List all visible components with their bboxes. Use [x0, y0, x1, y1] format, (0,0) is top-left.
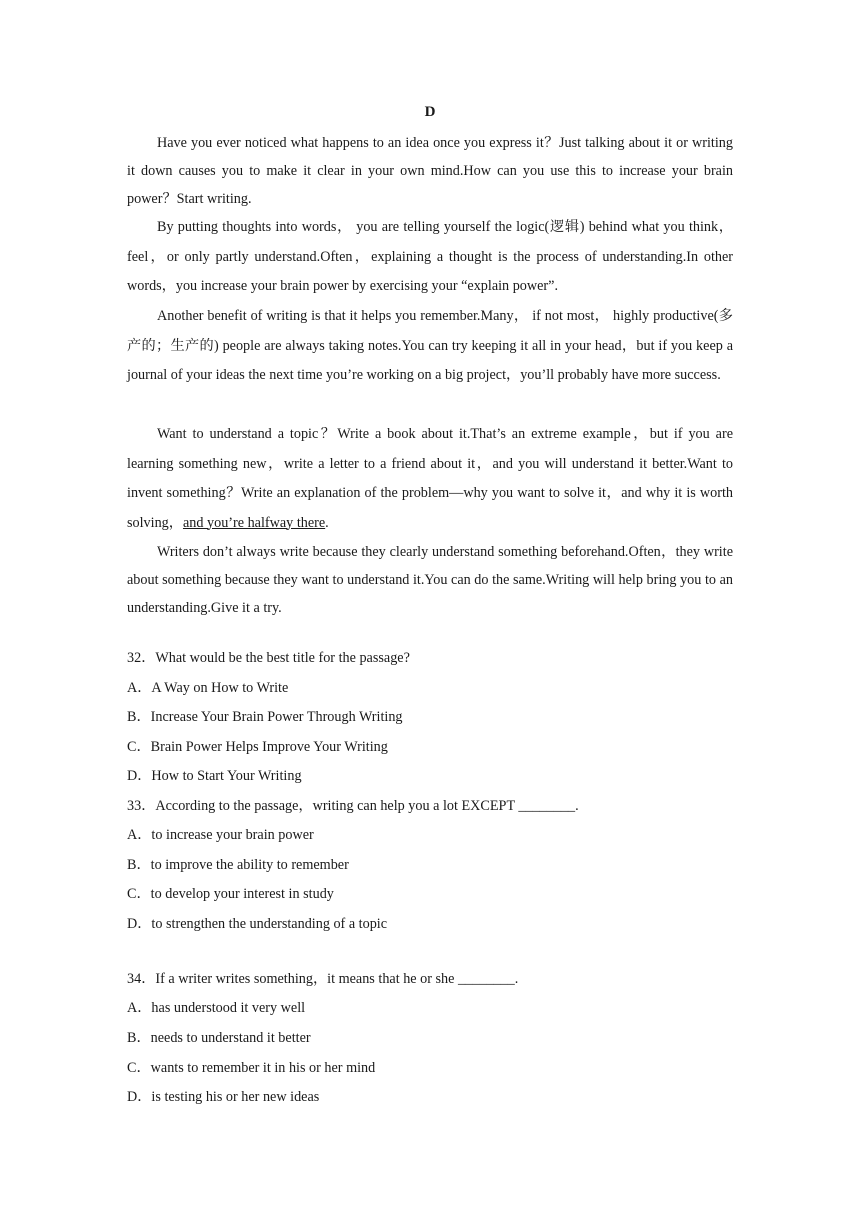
question-34-option-b: B．needs to understand it better — [127, 1030, 311, 1046]
question-34-option-c: C．wants to remember it in his or her mind — [127, 1060, 376, 1076]
underlined-phrase: and you’re halfway there — [182, 514, 326, 531]
paragraph-4-end: . — [325, 514, 329, 531]
question-32-option-c: C．Brain Power Helps Improve Your Writing — [127, 739, 388, 755]
question-32-stem: 32．What would be the best title for the passage? — [127, 650, 410, 666]
question-33-option-b: B．to improve the ability to remember — [127, 857, 349, 873]
question-33-option-d: D．to strengthen the understanding of a topic — [127, 916, 388, 932]
question-34-stem: 34．If a writer writes something，it means that he or she ________. — [127, 971, 519, 987]
question-34-option-d: D．is testing his or her new ideas — [127, 1089, 320, 1105]
question-33-stem: 33．According to the passage，writing can help you a lot EXCEPT ________. — [127, 798, 579, 814]
passage-paragraph-1: Have you ever noticed what happens to an idea once you express it？Just talking about it or writing it down causes you to make it clear in your own mind.How can you use this to increase your brain power？Start writing. — [127, 135, 733, 207]
question-32-option-b: B．Increase Your Brain Power Through Writing — [127, 709, 403, 725]
question-34-option-a: A．has understood it very well — [127, 1000, 306, 1016]
paragraph-4-text: Want to understand a topic？Write a book about it.That’s an extreme example，but if you are learning something new，write a letter to a friend about it，and you will understand it better.Want to invent something？Write an explanation of the problem—why you want to solve it，and why it is worth solving， — [127, 426, 733, 531]
passage-heading: D — [424, 104, 436, 120]
question-33-option-a: A．to increase your brain power — [127, 827, 314, 843]
passage-paragraph-4 — [127, 420, 733, 538]
question-32-option-d: D．How to Start Your Writing — [127, 768, 302, 784]
question-33-option-c: C．to develop your interest in study — [127, 886, 334, 902]
question-32-option-a: A．A Way on How to Write — [127, 680, 289, 696]
passage-paragraph-5: Writers don’t always write because they clearly understand something beforehand.Often，they write about something because they want to understand it.You can do the same.Writing will help bring you to an understanding.Give it a try. — [127, 544, 733, 616]
passage-paragraph-2: By putting thoughts into words， you are telling yourself the logic(逻辑) behind what you think，feel，or only partly understand.Often，explaining a thought is the process of understanding.In other words，you increase your brain power by exercising your “explain power”. — [127, 219, 733, 294]
passage-paragraph-3: Another benefit of writing is that it helps you remember.Many， if not most， highly productive(多产的；生产的) people are always taking notes.You can try keeping it all in your head，but if you keep a journal of your ideas the next time you’re working on a big project，you’ll probably have more success. — [127, 308, 733, 383]
